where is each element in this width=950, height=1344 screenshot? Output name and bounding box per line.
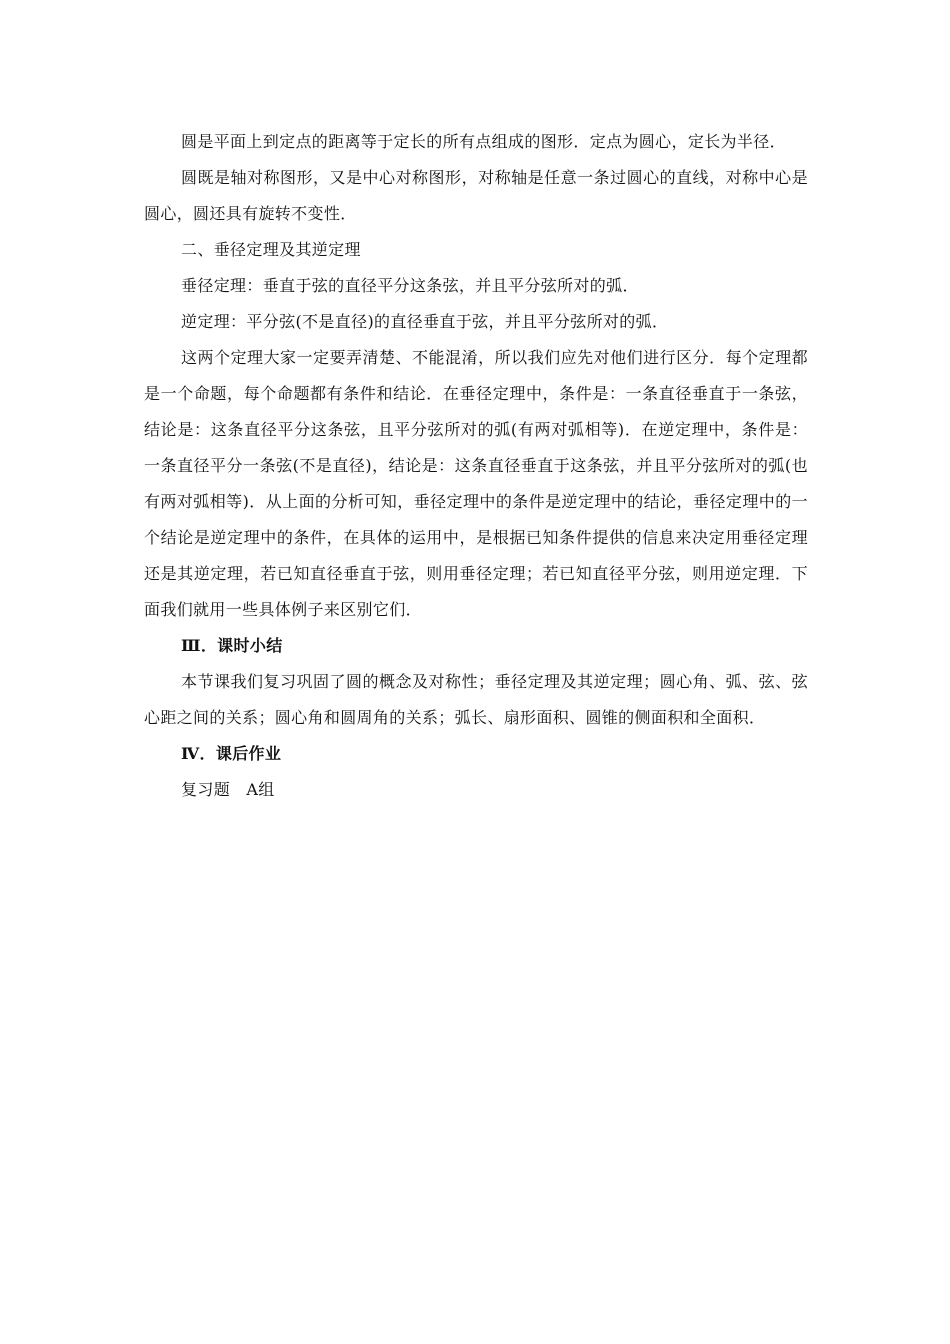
perpendicular-diameter-theorem: 垂径定理：垂直于弦的直径平分这条弦，并且平分弦所对的弧． [181, 276, 639, 295]
lesson-summary-heading: Ⅲ．课时小结 [181, 636, 283, 655]
converse-theorem: 逆定理：平分弦(不是直径)的直径垂直于弦，并且平分弦所对的弧． [181, 312, 669, 331]
circle-symmetry-paragraph: 圆既是轴对称图形，又是中心对称图形，对称轴是任意一条过圆心的直线，对称中心是圆心，圆还具有旋转不变性． [144, 168, 808, 223]
lesson-summary-paragraph: 本节课我们复习巩固了圆的概念及对称性；垂径定理及其逆定理；圆心角、弧、弦、弦心距之间的关系；圆心角和圆周角的关系；弧长、扇形面积、圆锥的侧面积和全面积． [144, 672, 808, 727]
document-body [144, 124, 808, 808]
section-two-title: 二、垂径定理及其逆定理 [181, 240, 361, 259]
homework-paragraph: 复习题 A组 [181, 780, 275, 799]
homework-heading: Ⅳ．课后作业 [181, 744, 282, 763]
theorem-comparison-paragraph: 这两个定理大家一定要弄清楚、不能混淆，所以我们应先对他们进行区分．每个定理都是一个命题，每个命题都有条件和结论．在垂径定理中，条件是：一条直径垂直于一条弦，结论是：这条直径平分这条弦，且平分弦所对的弧(有两对弧相等)．在逆定理中，条件是：一条直径平分一条弦(不是直径)，结论是：这条直径垂直于这条弦，并且平分弦所对的弧(也有两对弧相等)．从上面的分析可知，垂径定理中的条件是逆定理中的结论，垂径定理中的一个结论是逆定理中的条件，在具体的运用中，是根据已知条件提供的信息来决定用垂径定理还是其逆定理，若已知直径垂直于弦，则用垂径定理；若已知直径平分弦，则用逆定理．下面我们就用一些具体例子来区别它们． [144, 348, 808, 619]
circle-definition-paragraph: 圆是平面上到定点的距离等于定长的所有点组成的图形．定点为圆心，定长为半径． [181, 132, 786, 151]
